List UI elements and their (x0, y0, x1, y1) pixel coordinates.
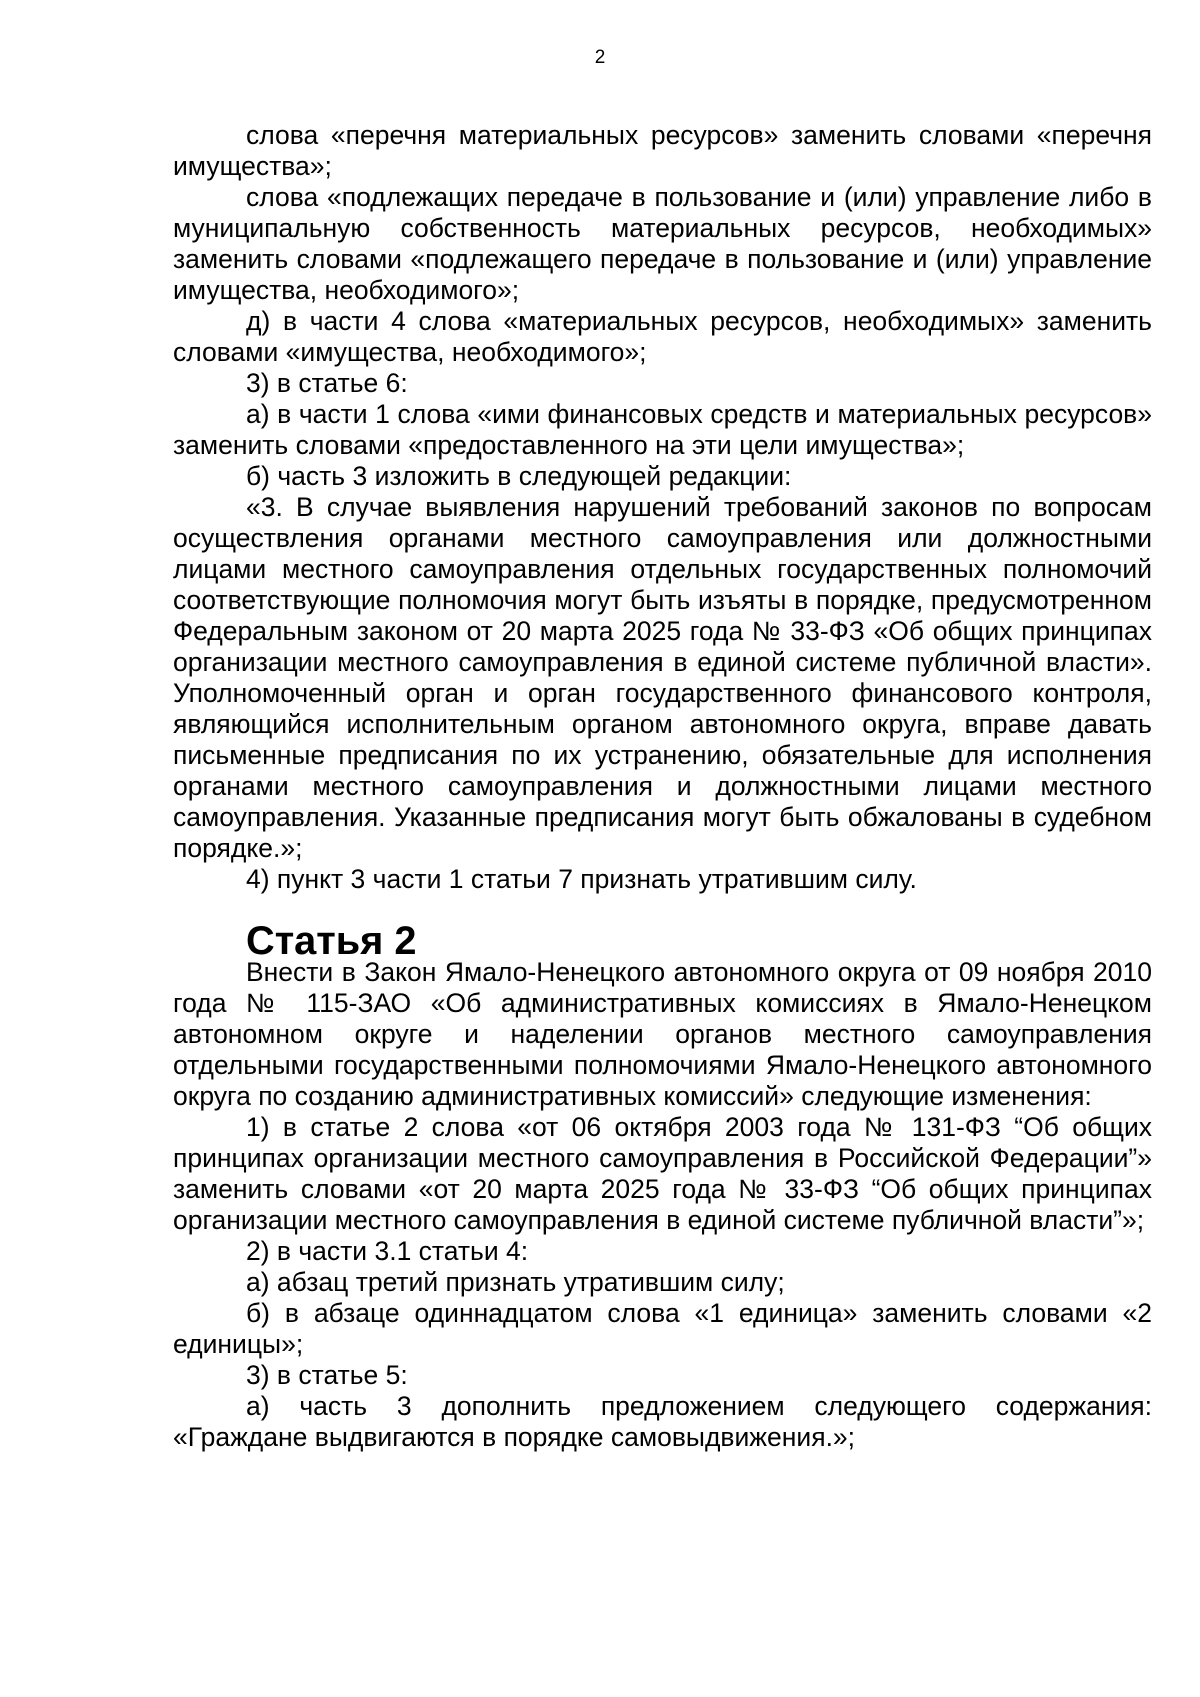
paragraph: 2) в части 3.1 статьи 4: (246, 1236, 529, 1266)
paragraph: слова «перечня материальных ресурсов» заменить словами «перечня имущества»; (173, 120, 1152, 181)
document-body (173, 120, 1152, 1453)
paragraph: б) часть 3 изложить в следующей редакции: (246, 461, 792, 491)
article-2 (173, 919, 1152, 1453)
paragraph: «3. В случае выявления нарушений требований законов по вопросам осуществления органами местного самоуправления или должностными лицами местного самоуправления отдельных государственных полномочий соответствующие полномочия могут быть изъяты в порядке, предусмотренном Федеральным законом от 20 марта 2025 года № 33-ФЗ «Об общих принципах организации местного самоуправления в единой системе публичной власти». Уполномоченный орган и орган государственного финансового контроля, являющийся исполнительным органом автономного округа, вправе давать письменные предписания по их устранению, обязательные для исполнения органами местного самоуправления и должностными лицами местного самоуправления. Указанные предписания могут быть обжалованы в судебном порядке.»; (173, 492, 1152, 863)
article-heading: Статья 2 (246, 919, 417, 963)
paragraph: слова «подлежащих передаче в пользование и (или) управление либо в муниципальную собственность материальных ресурсов, необходимых» заменить словами «подлежащего передаче в пользование и (или) управление имущества, необходимого»; (173, 182, 1152, 305)
article-1-continuation (173, 120, 1152, 895)
paragraph: а) в части 1 слова «ими финансовых средств и материальных ресурсов» заменить словами «предоставленного на эти цели имущества»; (173, 399, 1152, 460)
paragraph: 3) в статье 6: (246, 368, 408, 398)
page-number: 2 (594, 47, 606, 68)
paragraph: б) в абзаце одиннадцатом слова «1 единица» заменить словами «2 единицы»; (173, 1298, 1152, 1359)
paragraph: 4) пункт 3 части 1 статьи 7 признать утратившим силу. (246, 864, 917, 894)
paragraph: 1) в статье 2 слова «от 06 октября 2003 года № 131-ФЗ “Об общих принципах организации местного самоуправления в Российской Федерации”» заменить словами «от 20 марта 2025 года № 33-ФЗ “Об общих принципах организации местного самоуправления в единой системе публичной власти”»; (173, 1112, 1152, 1235)
paragraph: а) часть 3 дополнить предложением следующего содержания: «Граждане выдвигаются в порядке самовыдвижения.»; (173, 1391, 1152, 1452)
paragraph: Внести в Закон Ямало-Ненецкого автономного округа от 09 ноября 2010 года № 115-ЗАО «Об административных комиссиях в Ямало-Ненецком автономном округе и наделении органов местного самоуправления отдельными государственными полномочиями Ямало-Ненецкого автономного округа по созданию административных комиссий» следующие изменения: (173, 957, 1152, 1111)
paragraph: 3) в статье 5: (246, 1360, 408, 1390)
paragraph: а) абзац третий признать утратившим силу; (246, 1267, 785, 1297)
paragraph: д) в части 4 слова «материальных ресурсов, необходимых» заменить словами «имущества, необходимого»; (173, 306, 1152, 367)
